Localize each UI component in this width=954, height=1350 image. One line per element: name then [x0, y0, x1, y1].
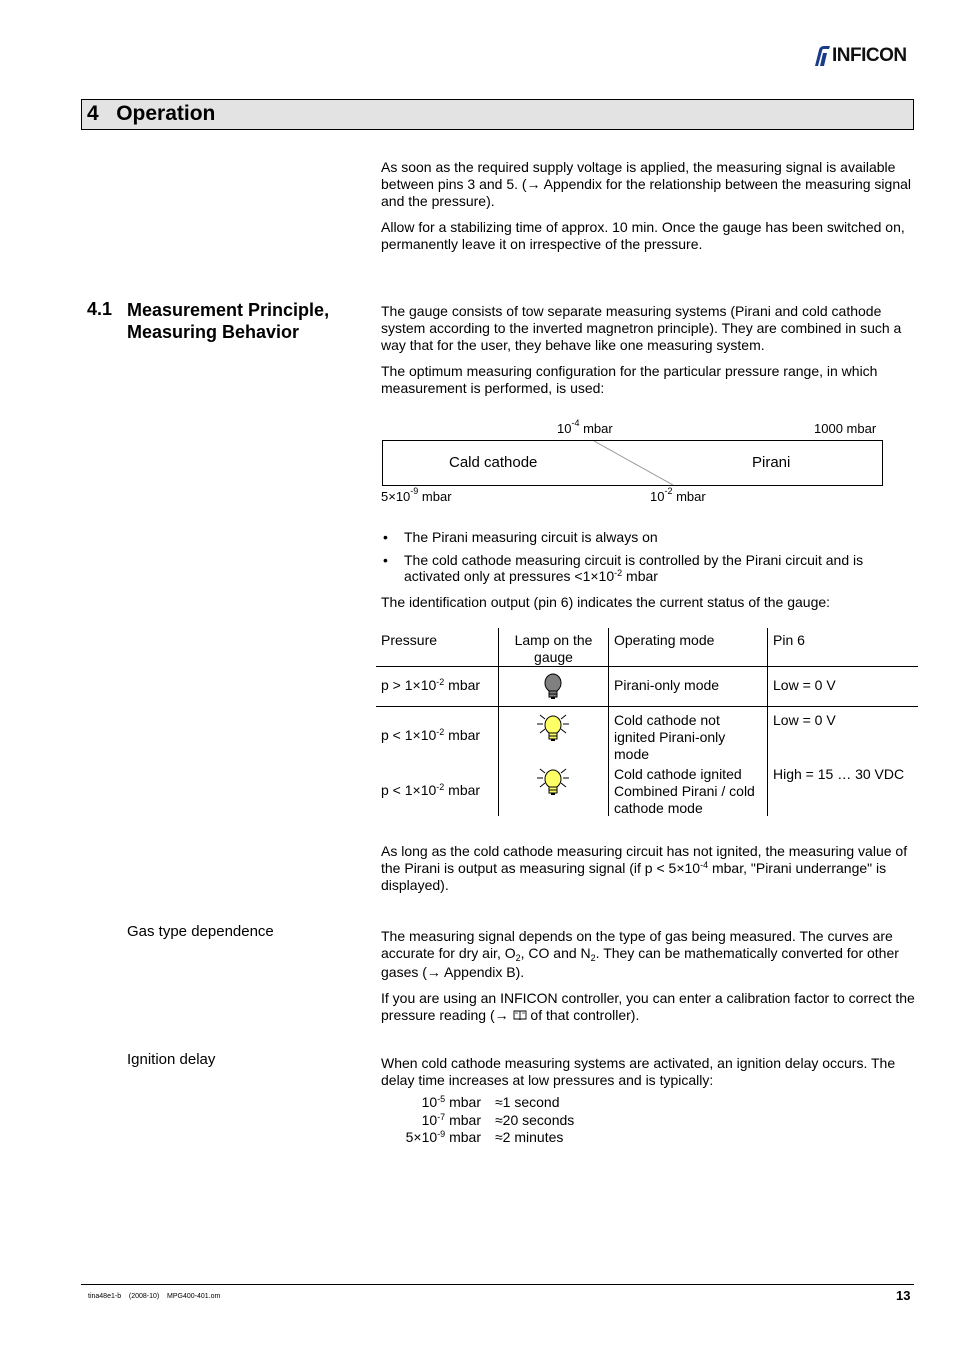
- footer-document-id: tina48e1-b (2008-10) MPG400-401.om: [88, 1293, 221, 1300]
- pressure-cell: $p < 1\times 10^{-2}$ mbar: [381, 782, 481, 798]
- list-item: $5\times 10^{-9}$ mbar ≈2 minutes: [405, 1129, 564, 1145]
- inficon-logo-mark-icon: [812, 44, 832, 68]
- bullet-symbol: •: [383, 552, 388, 568]
- mode-cell: Cold cathode not ignited Pirani-only mode: [614, 712, 726, 762]
- gas-paragraph-2: If you are using an INFICON controller, you can enter a calibration factor to correct the pressure reading (→ of that controller).: [381, 990, 915, 1023]
- logo-text: INFICON: [832, 45, 907, 66]
- not-ignited-text: As long as the cold cathode measuring circuit has not ignited, the measuring value of the Pirani is output as measuring signal (if $p < 5\times 10^{-4}$ mbar, "Pirani underrange" is displayed).: [381, 843, 908, 893]
- gas-paragraph-1: The measuring signal depends on the type of gas being measured. The curves are accurate for dry air, $O_2$, CO and $N_2$. They can be mathematically converted for other gases (→ Appendix B).: [381, 928, 899, 980]
- pressure-cell: $p > 1\times 10^{-2}$ mbar: [381, 677, 481, 693]
- section-title: Measurement Principle, Measuring Behavior: [127, 300, 330, 342]
- intro-paragraph-1: As soon as the required supply voltage is applied, the measuring signal is available between pins 3 and 5. (→ Appendix for the relationship between the measuring signal and the pressure).: [381, 159, 912, 209]
- diagram-label-top-mid: $10^{-4}$ mbar: [557, 418, 613, 436]
- table-row: [376, 760, 918, 816]
- mode-cell: Cold cathode ignited Combined Pirani / cold cathode mode: [614, 766, 755, 816]
- ignition-delay-label: Ignition delay: [127, 1051, 216, 1068]
- section-paragraph-2: The optimum measuring configuration for the particular pressure range, in which measurement is performed, is used:: [381, 363, 878, 396]
- lamp-on-icon: [535, 714, 571, 750]
- gas-type-label: Gas type dependence: [127, 923, 274, 940]
- lamp-on-icon: [535, 768, 571, 804]
- diagram-label-bottom-left: $5\times 10^{-9}$ mbar: [381, 486, 452, 504]
- page-number: 13: [896, 1288, 911, 1303]
- pin6-cell: Low = 0 V: [773, 712, 836, 728]
- range-diagram-box: [382, 440, 883, 486]
- bullet-symbol: •: [383, 529, 388, 545]
- status-table: [376, 628, 918, 816]
- table-header-row: [376, 628, 918, 666]
- mode-cell: Pirani-only mode: [614, 677, 720, 693]
- cold-cathode-range-label: Cald cathode: [449, 454, 538, 471]
- section-number: 4.1: [87, 299, 113, 319]
- pressure-cell: $p < 1\times 10^{-2}$ mbar: [381, 727, 481, 743]
- pirani-range-label: Pirani: [752, 454, 791, 471]
- footer-divider: [81, 1284, 914, 1285]
- chapter-title-text: Operation: [116, 102, 216, 125]
- table-row: [376, 666, 918, 706]
- pin6-cell: Low = 0 V: [773, 677, 836, 693]
- lamp-off-icon: [542, 672, 564, 706]
- book-icon: [513, 1009, 527, 1021]
- header-pressure: Pressure: [381, 632, 438, 648]
- chapter-number: 4: [87, 102, 99, 125]
- list-item: $10^{-7}$ mbar ≈20 seconds: [421, 1111, 575, 1128]
- intro-paragraph-2: Allow for a stabilizing time of approx. 10 min. Once the gauge has been switched on, permanently leave it on irrespective of the pressure.: [381, 219, 905, 252]
- diagram-label-bottom-mid: $10^{-2}$ mbar: [650, 486, 706, 504]
- intro-text: [381, 159, 916, 262]
- diagram-label-top-right: 1000 mbar: [814, 421, 877, 436]
- inficon-logo: [812, 44, 907, 68]
- header-pin6: Pin 6: [773, 632, 805, 648]
- ignition-delay-list: [381, 1094, 574, 1147]
- section-paragraph-1: The gauge consists of tow separate measuring systems (Pirani and cold cathode system according to the inverted magnetron principle). They are combined in such a way that for the user, they behave like one measuring system.: [381, 303, 902, 353]
- table-row: [376, 706, 918, 760]
- list-item: $10^{-5}$ mbar ≈1 second: [421, 1094, 560, 1110]
- header-lamp: Lamp on the gauge: [514, 632, 593, 665]
- pin6-cell: High = 15 … 30 VDC: [773, 766, 905, 782]
- ignition-delay-text: When cold cathode measuring systems are activated, an ignition delay occurs. The delay time increases at low pressures and is typically:: [381, 1055, 896, 1088]
- identification-text: The identification output (pin 6) indicates the current status of the gauge:: [381, 594, 831, 610]
- header-operating-mode: Operating mode: [614, 632, 715, 648]
- section-text: [381, 303, 916, 406]
- chapter-title: [87, 102, 215, 126]
- bullet-list: [381, 529, 916, 591]
- gas-type-text: [381, 928, 916, 1033]
- bullet-item-1: • The Pirani measuring circuit is always on: [383, 529, 658, 545]
- bullet-item-2: • The cold cathode measuring circuit is controlled by the Pirani circuit and is activated only at pressures $<1\times 10^{-2}$ mbar: [383, 552, 864, 584]
